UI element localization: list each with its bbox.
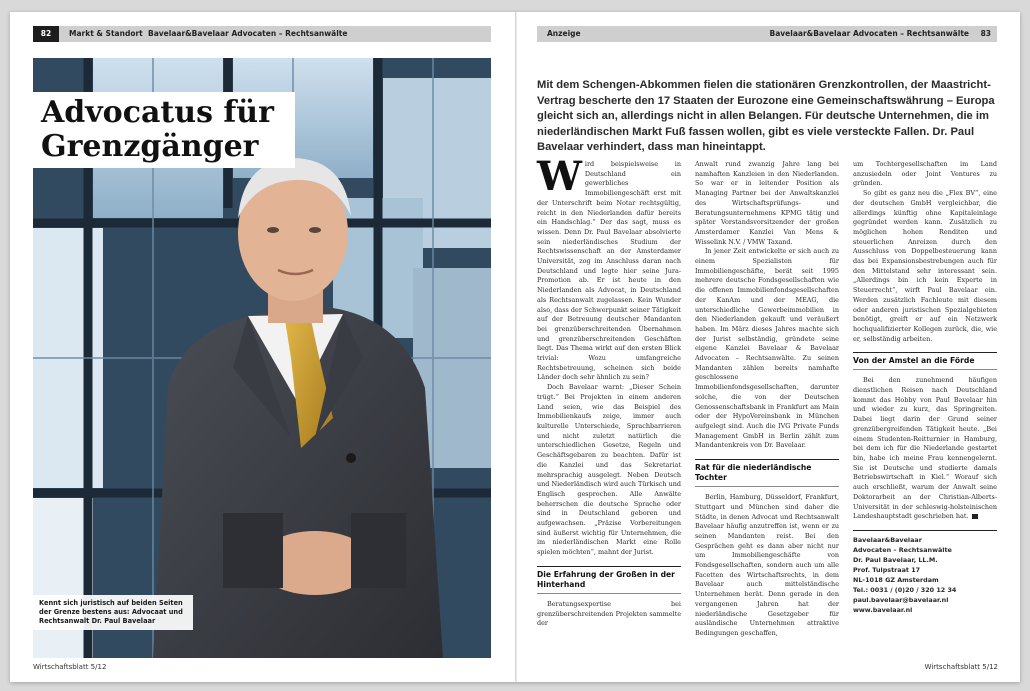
left-footer: Wirtschaftsblatt 5/12	[33, 663, 107, 671]
body-paragraph: Berlin, Hamburg, Düsseldorf, Frankfurt, Stuttgart und München sind daher die Städte, in denen Advocat und Rechtsanwalt Bavelaar häufig anzutreffen ist, wenn er zu seinen Mandanten reist. Bei den Gesprächen geht es dann aber nicht nur um Immobiliengeschäfte von Fondsgesellschaften, sondern auch um alle Facetten des Wirtschaftsrechts, in dem Bavelaar auch mittelständische Unternehmen berät. Denn gerade in den vergangenen Jahren hat der niederländische Gesetzgeber für ausländische Unternehmen attraktive Bedingungen geschaffen,	[695, 493, 839, 637]
body-paragraph: In jener Zeit entwickelte er sich auch zu einem Spezialisten für Immobiliengeschäfte, berät seit 1995 mehrere deutsche Fondsgesellschaften wie die offenen Immobilienfondsgesellschaften der KanAm und der MEAG, die unterschiedliche Gewerbeimmobilien in den Niederlanden gekauft und veräußert haben. Im März dieses Jahres machte sich der Jurist selbständig, gründete seine eigene Kanzlei Bavelaar & Bavelaar Advocaten – Rechtsanwälte. Zu seinen Mandanten zählen bereits namhafte geschlossene Immobilienfondsgesellschaften, darunter solche, die von der Deutschen Genossenschaftsbank in Frankfurt am Main oder der HypoVereinsbank in München aufgelegt sind. Auch die IVG Private Funds Management GmbH in Berlin zählt zum Mandantenkreis von Dr. Bavelaar.	[695, 247, 839, 450]
subheading: Von der Amstel an die Förde	[853, 352, 997, 370]
text-column-3	[853, 160, 997, 615]
body-paragraph: Doch Bavelaar warnt: „Dieser Schein trügt.“ Bei Projekten in einem anderen Land seien, wie das Beispiel des Immobilienkaufs zeige, immer auch kulturelle Unterschiede, Sprachbarrieren und nicht zuletzt natürlich die unterschiedlichen Gesetze, Regeln und Geschäftsgebaren zu beachten. Dafür ist die Kanzlei und das Sekretariat mehrsprachig ausgelegt. Neben Deutsch und Niederländisch wird auch Türkisch und Englisch gesprochen. Alle Anwälte beherrschen die deutsche Sprache oder sind in Deutschland geboren und aufgewachsen. „Präzise Vorbereitungen sind äußerst wichtig für Unternehmen, die im niederländischen Markt eine Rolle spielen möchten“, mahnt der Jurist.	[537, 383, 681, 557]
text-column-1	[537, 153, 681, 629]
body-text: Bei den zunehmend häufigen dienstlichen Reisen nach Deutschland kommt das Hobby von Paul Bavelaar hin und wieder zu kurz, das Springreiten. Dabei liegt darin der Grund seiner grenzübergreifenden Tätigkeit heute. „Bei einem Studenten-Reitturnier in Hamburg, bei dem ich für die Niederlande gestartet bin, habe ich meine Frau kennengelernt. Sie ist Deutsche und studierte damals Betriebswirtschaft in Kiel.“ Worauf sich auch erschließt, warum der Anwalt seine Doktorarbeit an der Christian-Alberts-Universität in der schleswig-holsteinischen Landeshauptstadt geschrieben hat.	[853, 376, 997, 521]
contact-person: Dr. Paul Bavelaar, LL.M.	[853, 555, 938, 564]
contact-phone: Tel.: 0031 / (0)20 / 320 12 34	[853, 585, 957, 594]
body-paragraph: Beratungsexpertise bei grenzüberschreitenden Projekten sammelte der	[537, 599, 681, 628]
photo-caption: Kennt sich juristisch auf beiden Seiten der Grenze bestens aus: Advocaat und Rechtsanwalt Dr. Paul Bavelaar	[33, 595, 193, 630]
body-paragraph	[537, 153, 681, 383]
headline-box	[33, 92, 295, 168]
right-page-number: 83	[980, 29, 991, 38]
contact-city: NL-1018 GZ Amsterdam	[853, 575, 939, 584]
right-section-label: Anzeige	[547, 29, 581, 38]
subheading: Rat für die niederländische Tochter	[695, 459, 839, 487]
drop-cap: W	[537, 153, 582, 200]
contact-firm-type: Advocaten – Rechtsanwälte	[853, 545, 952, 554]
right-footer: Wirtschaftsblatt 5/12	[924, 663, 998, 671]
body-paragraph: Anwalt rund zwanzig Jahre lang bei namhaften Kanzleien in den Niederlanden. So war er in leitender Position als Managing Partner bei der Anwaltskanzlei des Wirtschaftsprüfungs- und Beratungsunternehmens KPMG tätig und später Vorstandsvorsitzender der großen Amsterdamer Kanzlei Van Mens & Wisselink N.V. / VMW Taxand.	[695, 160, 839, 246]
left-page-number: 82	[33, 26, 59, 42]
left-running-title: Bavelaar&Bavelaar Advocaten – Rechtsanwälte	[148, 29, 348, 38]
right-running-header	[537, 26, 997, 42]
left-running-header	[33, 26, 491, 42]
body-paragraph: um Tochtergesellschaften im Land anzusiedeln oder Joint Ventures zu gründen.	[853, 160, 997, 188]
spread-gutter	[515, 12, 517, 682]
headline: Advocatus für Grenzgänger	[41, 95, 274, 164]
lead-paragraph: Mit dem Schengen-Abkommen fielen die stationären Grenzkontrollen, der Maastricht-Vertrag bescherte den 17 Staaten der Eurozone eine Gemeinschaftswährung – Europa gleicht sich an, allerdings nicht in allen Belangen. Für deutsche Unternehmen, die im niederländischen Markt Fuß fassen wollen, gibt es viele versteckte Fallen. Dr. Paul Bavelaar verhindert, dass man hineintappt.	[537, 79, 995, 154]
body-paragraph: So gibt es ganz neu die „Flex BV“, eine der deutschen GmbH vergleichbar, die allerdings künftig ohne Kapitaleinlage gegründet werden kann. Zusätzlich zu möglichen hohen Renditen und steuerlichen Anreizen durch den Ausschluss von Doppelbesteuerung kann das bei Expansionsbestrebungen auch für den Mittelstand sehr interessant sein. „Allerdings bin ich kein Experte in Steuerrecht“, wirft Paul Bavelaar ein. Werden zusätzlich Fachleute mit diesem oder anderen juristischen Spezialgebieten benötigt, greift er auf ein Netzwerk hochqualifizierter Kollegen zurück, die, wie er, selbständig arbeiten.	[853, 189, 997, 343]
portrait-photo	[33, 58, 491, 658]
right-running-title: Bavelaar&Bavelaar Advocaten – Rechtsanwälte	[769, 29, 969, 38]
contact-firm: Bavelaar&Bavelaar	[853, 535, 922, 544]
contact-email: paul.bavelaar@bavelaar.nl	[853, 595, 949, 604]
contact-street: Prof. Tulpstraat 17	[853, 565, 921, 574]
left-section-label: Markt & Standort	[69, 29, 143, 38]
end-mark	[972, 514, 978, 519]
body-paragraph	[853, 376, 997, 522]
body-text: ird beispielsweise in Deutschland ein gewerbliches Immobiliengeschäft erst mit der Unterschrift beim Notar rechtsgültig, reicht in den Niederlanden dafür bereits ein Handschlag.“ Der das sagt, muss es wissen. Denn Dr. Paul Bavelaar absolvierte sein niederländisches Studium der Rechtswissenschaft an der Amsterdamer Universität, zog im Anschluss daran nach Deutschland und legte hier seine Jura-Promotion ab. Er ist heute in den Niederlanden als Advocat, in Deutschland als Rechtsanwalt zugelassen. Kein Wunder also, dass der Schwerpunkt seiner Tätigkeit auf der Betreuung deutscher Mandanten bei grenzüberschreitenden Übernahmen und grenzüberschreitenden Geschäften liegt. Das Thema wirkt auf den ersten Blick trivial: Wozu umfangreiche Rechtsbetreuung, scheinen sich beide Länder doch sehr ähnlich zu sein?	[537, 160, 681, 382]
subheading: Die Erfahrung der Großen in der Hinterhand	[537, 566, 681, 594]
contact-block	[853, 530, 997, 615]
text-column-2	[695, 160, 839, 639]
contact-website: www.bavelaar.nl	[853, 605, 913, 614]
